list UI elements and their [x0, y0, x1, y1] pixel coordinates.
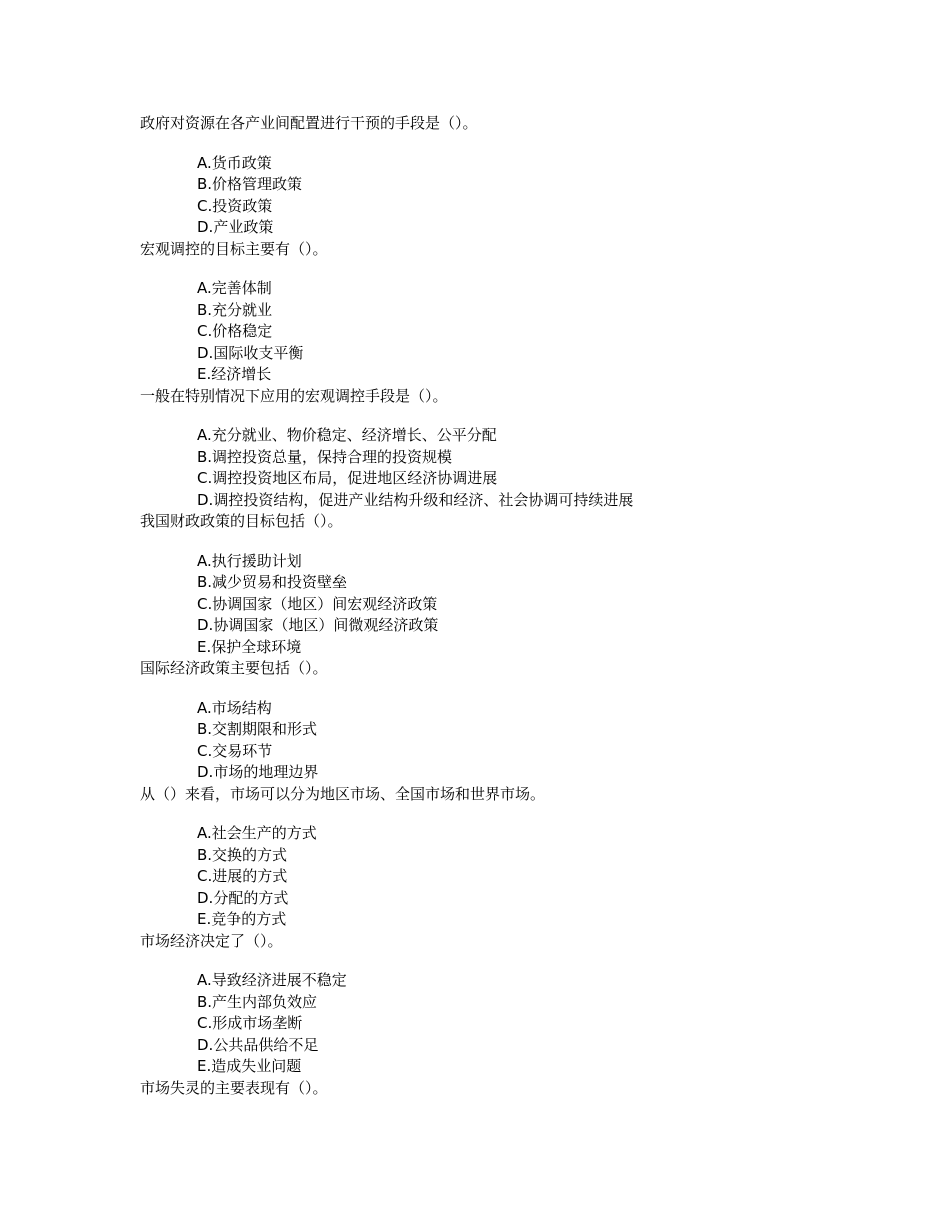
option-b: B.减少贸易和投资壁垒	[197, 573, 348, 591]
question-block	[140, 784, 920, 931]
option-list	[140, 970, 920, 1078]
option-b: B.交换的方式	[197, 845, 288, 864]
option-list	[140, 425, 920, 511]
option-c: C.调控投资地区布局，促进地区经济协调进展	[197, 469, 498, 487]
option-d: D.协调国家（地区）间微观经济政策	[197, 616, 439, 634]
option-list	[140, 153, 920, 239]
option-d: D.市场的地理边界	[197, 763, 319, 781]
option-d: D.分配的方式	[197, 888, 289, 907]
question-block	[140, 931, 920, 1078]
question-stem: 从（）来看，市场可以分为地区市场、全国市场和世界市场。	[140, 784, 546, 803]
option-a: A.充分就业、物价稳定、经济增长、公平分配	[197, 426, 497, 444]
option-a: A.导致经济进展不稳定	[197, 971, 347, 989]
option-list	[140, 551, 920, 659]
question-block	[140, 1078, 920, 1100]
option-c: C.价格稳定	[197, 322, 273, 340]
option-d: D.公共品供给不足	[197, 1035, 319, 1054]
option-d: D.产业政策	[197, 218, 274, 236]
question-block	[140, 386, 920, 512]
option-list	[140, 698, 920, 784]
option-c: C.形成市场垄断	[197, 1014, 303, 1032]
option-e: E.保护全球环境	[197, 637, 302, 656]
option-c: C.协调国家（地区）间宏观经济政策	[197, 594, 438, 613]
option-a: A.执行援助计划	[197, 551, 302, 570]
option-a: A.货币政策	[197, 153, 272, 172]
option-e: E.竞争的方式	[197, 910, 287, 928]
option-b: B.交割期限和形式	[197, 720, 318, 738]
option-b: B.价格管理政策	[197, 175, 303, 193]
question-stem: 我国财政政策的目标包括（）。	[140, 512, 343, 530]
question-block	[140, 113, 920, 239]
question-list	[140, 113, 920, 1099]
option-d: D.调控投资结构，促进产业结构升级和经济、社会协调可持续进展	[197, 490, 634, 509]
option-c: C.进展的方式	[197, 867, 288, 885]
option-e: E.经济增长	[197, 365, 272, 383]
option-a: A.市场结构	[197, 698, 272, 717]
question-block	[140, 511, 920, 658]
question-stem: 一般在特别情况下应用的宏观调控手段是（）。	[140, 386, 448, 405]
option-c: C.交易环节	[197, 741, 273, 760]
question-stem: 市场经济决定了（）。	[140, 931, 283, 950]
option-c: C.投资政策	[197, 196, 273, 215]
question-block	[140, 658, 920, 784]
option-b: B.充分就业	[197, 300, 273, 319]
question-block	[140, 239, 920, 386]
option-e: E.造成失业问题	[197, 1057, 302, 1075]
option-list	[140, 278, 920, 386]
question-stem: 国际经济政策主要包括（）。	[140, 659, 328, 677]
option-d: D.国际收支平衡	[197, 343, 304, 362]
option-list	[140, 823, 920, 931]
question-stem: 政府对资源在各产业间配置进行干预的手段是（）。	[140, 114, 478, 132]
option-b: B.产生内部负效应	[197, 992, 318, 1011]
option-b: B.调控投资总量，保持合理的投资规模	[197, 447, 453, 466]
option-a: A.完善体制	[197, 279, 272, 297]
question-stem: 市场失灵的主要表现有（）。	[140, 1078, 328, 1097]
option-a: A.社会生产的方式	[197, 824, 317, 842]
question-stem: 宏观调控的目标主要有（）。	[140, 239, 328, 258]
